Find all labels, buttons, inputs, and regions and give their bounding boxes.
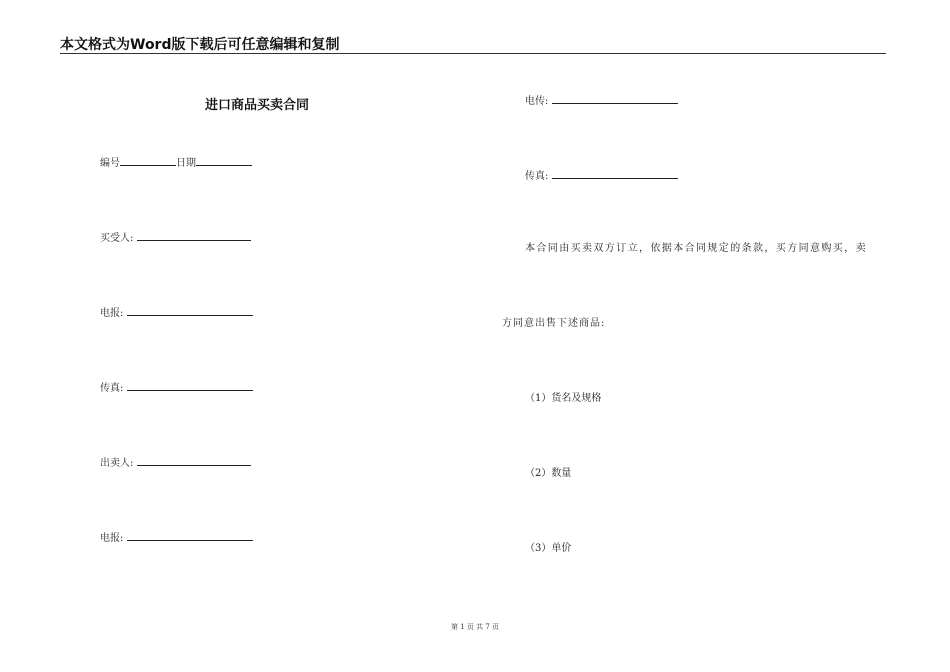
telegram-label-2: 电报: (100, 533, 124, 544)
buyer-label: 买受人: (100, 233, 134, 244)
header-title: 本文格式为Word版下载后可任意编辑和复制 (60, 37, 340, 53)
telegram-line-1 (100, 305, 253, 320)
paragraph-line-2: 方同意出售下述商品: (502, 318, 606, 329)
seller-label: 出卖人: (100, 458, 134, 469)
fax-label-1: 传真: (100, 383, 124, 394)
number-label: 编号 (100, 158, 120, 169)
page-footer: 第 1 页 共 7 页 (450, 623, 500, 631)
right-fax-label: 传真: (525, 171, 549, 182)
item-3: （3）单价 (525, 543, 572, 554)
date-label: 日期 (176, 158, 196, 169)
buyer-line (100, 230, 251, 245)
right-telegram-blank (552, 93, 678, 104)
seller-blank (137, 455, 251, 466)
right-fax-blank (552, 168, 678, 179)
fax-line-1 (100, 380, 253, 395)
telegram-blank-2 (127, 530, 253, 541)
fax-blank-1 (127, 380, 253, 391)
right-fax-line (525, 168, 678, 183)
telegram-line-2 (100, 530, 253, 545)
document-title: 进口商品买卖合同 (205, 98, 310, 113)
telegram-blank-1 (127, 305, 253, 316)
right-telegram-line (525, 93, 678, 108)
number-blank (120, 155, 176, 166)
date-blank (196, 155, 252, 166)
right-telegram-label: 电传: (525, 96, 549, 107)
header-rule (60, 53, 886, 54)
seller-line (100, 455, 251, 470)
item-2: （2）数量 (525, 468, 572, 479)
item-1: （1）货名及规格 (525, 393, 602, 404)
telegram-label-1: 电报: (100, 308, 124, 319)
number-date-line (100, 155, 252, 170)
paragraph-line-1: 本合同由买卖双方订立，依据本合同规定的条款，买方同意购买，卖 (525, 243, 867, 254)
buyer-blank (137, 230, 251, 241)
